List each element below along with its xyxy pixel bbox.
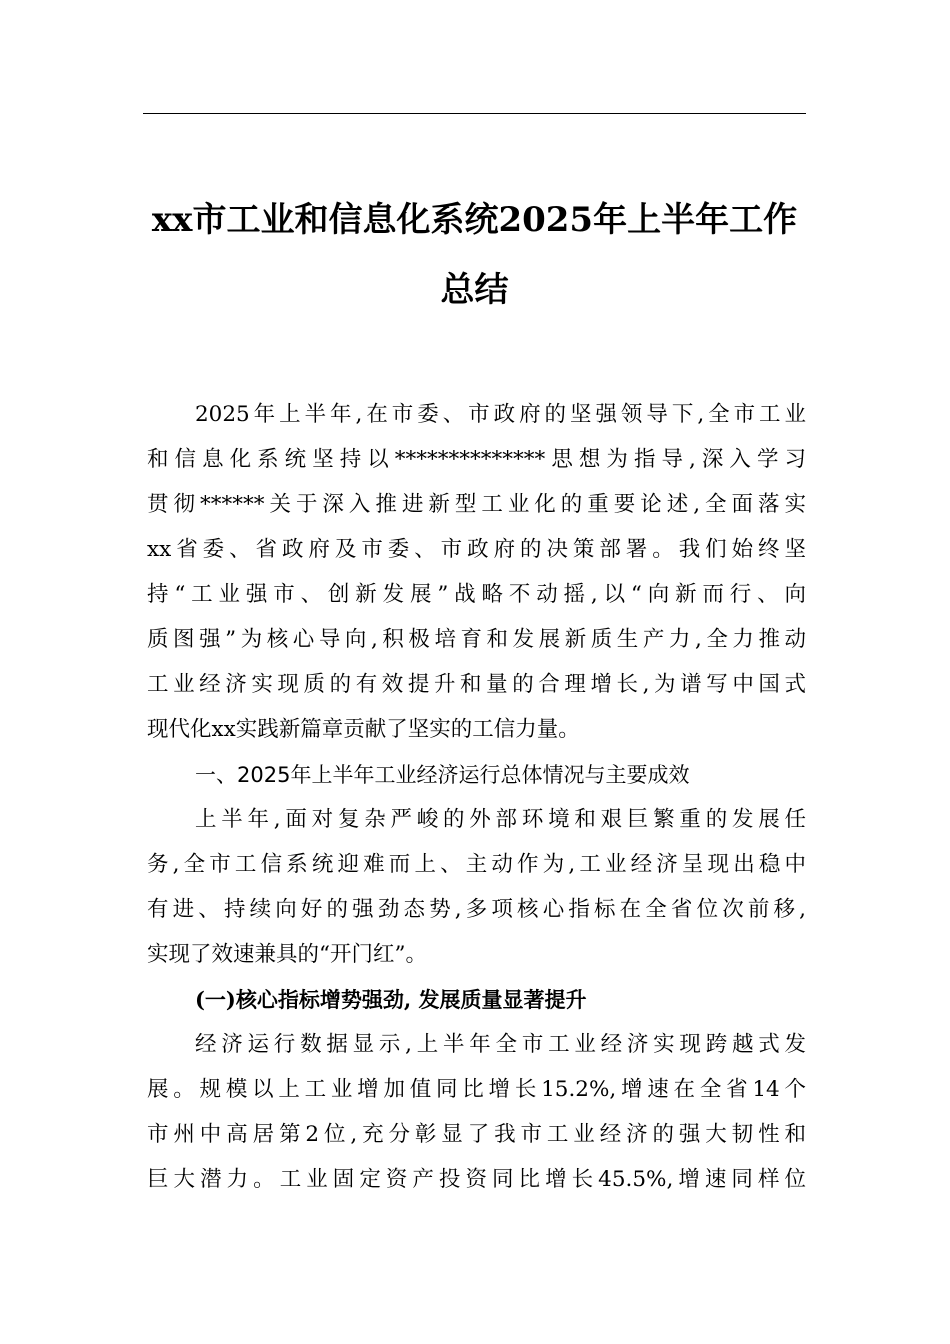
text-line: 市州中高居第2位,充分彰显了我市工业经济的强大韧性和 (147, 1122, 806, 1147)
text-line: 质图强”为核心导向,积极培育和发展新质生产力,全力推动 (147, 627, 806, 652)
text-line: 实现了效速兼具的“开门红”。 (147, 942, 427, 967)
text-line: 展。规模以上工业增加值同比增长15.2%,增速在全省14个 (147, 1077, 806, 1102)
header-rule (143, 113, 806, 114)
text-line: xx省委、省政府及市委、市政府的决策部署。我们始终坚 (147, 537, 806, 562)
text-line: 务,全市工信系统迎难而上、主动作为,工业经济呈现出稳中 (147, 852, 806, 877)
text-line: 现代化xx实践新篇章贡献了坚实的工信力量。 (147, 717, 580, 742)
text-line: 贯彻******关于深入推进新型工业化的重要论述,全面落实 (147, 492, 806, 517)
text-line: 巨大潜力。工业固定资产投资同比增长45.5%,增速同样位 (147, 1167, 806, 1192)
document-title-line-2: 总结 (440, 270, 509, 310)
section-heading-1: 一、2025年上半年工业经济运行总体情况与主要成效 (195, 763, 690, 787)
document-title-line-1: xx市工业和信息化系统2025年上半年工作 (151, 200, 798, 240)
text-line: 和信息化系统坚持以**************思想为指导,深入学习 (147, 447, 806, 472)
text-line: 工业经济实现质的有效提升和量的合理增长,为谱写中国式 (147, 672, 806, 697)
text-line: 经济运行数据显示,上半年全市工业经济实现跨越式发 (195, 1032, 806, 1057)
text-line: 上半年,面对复杂严峻的外部环境和艰巨繁重的发展任 (195, 807, 806, 832)
text-line: 2025年上半年,在市委、市政府的坚强领导下,全市工业 (195, 402, 806, 427)
text-line: 持“工业强市、创新发展”战略不动摇,以“向新而行、向 (147, 582, 806, 607)
text-line: 有进、持续向好的强劲态势,多项核心指标在全省位次前移, (147, 897, 806, 922)
subsection-heading-1: (一)核心指标增势强劲, 发展质量显著提升 (195, 987, 587, 1012)
